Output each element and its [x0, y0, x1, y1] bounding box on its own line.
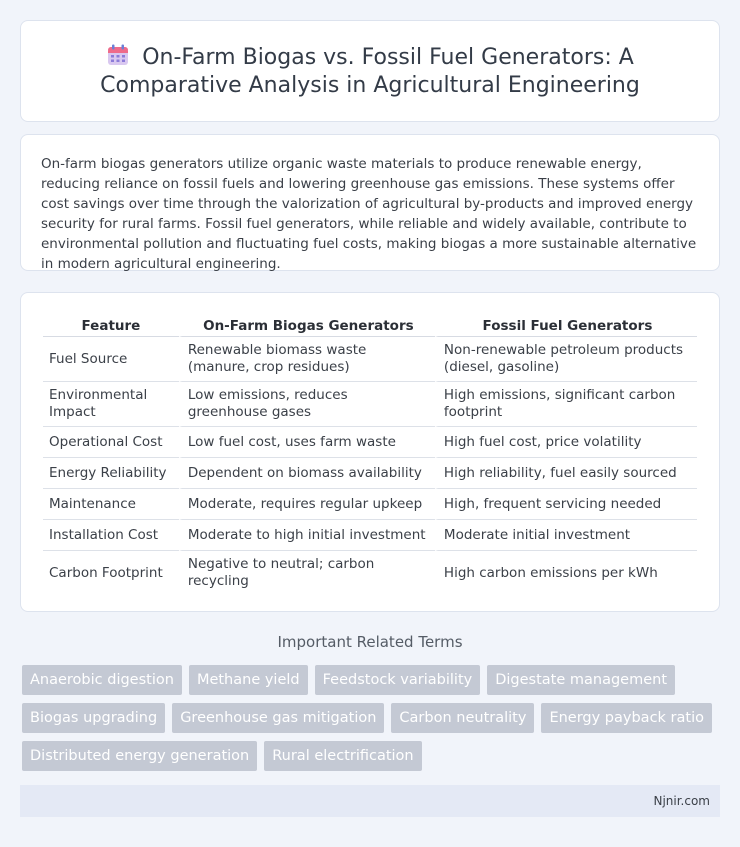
table-cell: High emissions, significant carbon footprint: [435, 382, 697, 427]
footer-site-link[interactable]: Njnir.com: [653, 794, 710, 808]
table-cell: Renewable biomass waste (manure, crop residues): [179, 337, 435, 382]
table-row: [43, 551, 697, 595]
table-row: [43, 337, 697, 382]
table-cell: High fuel cost, price volatility: [435, 427, 697, 458]
footer: [20, 785, 720, 817]
intro-card: [20, 134, 720, 271]
table-row: [43, 427, 697, 458]
table-cell: High, frequent servicing needed: [435, 489, 697, 520]
comparison-table-card: [20, 292, 720, 612]
table-cell: Carbon Footprint: [49, 564, 163, 581]
term-tag[interactable]: Distributed energy generation: [22, 741, 257, 771]
table-cell: High carbon emissions per kWh: [435, 551, 697, 595]
term-tag[interactable]: Greenhouse gas mitigation: [172, 703, 384, 733]
table-cell: Low emissions, reduces greenhouse gases: [179, 382, 435, 427]
table-cell: Fuel Source: [43, 337, 179, 382]
term-tag[interactable]: Energy payback ratio: [541, 703, 712, 733]
calendar-icon: [106, 43, 130, 67]
term-tag[interactable]: Rural electrification: [264, 741, 421, 771]
column-header: Feature: [43, 315, 179, 337]
title-card: [20, 20, 720, 122]
term-tag[interactable]: Feedstock variability: [315, 665, 481, 695]
table-row: [43, 382, 697, 427]
intro-paragraph: On-farm biogas generators utilize organic waste materials to produce renewable energy, reducing reliance on fossil fuels and lowering greenhouse gas emissions. These systems offer cost savings over time through the valorization of agricultural by-products and improved energy security for rural farms. Fossil fuel generators, while reliable and widely available, contribute to environmental pollution and fluctuating fuel costs, making biogas a more sustainable alternative in modern agricultural engineering.: [41, 156, 697, 272]
term-tag[interactable]: Methane yield: [189, 665, 308, 695]
table-cell: Negative to neutral; carbon recycling: [179, 551, 435, 595]
term-tag[interactable]: Biogas upgrading: [22, 703, 165, 733]
table-header-row: [43, 315, 697, 337]
table-cell: Operational Cost: [43, 427, 179, 458]
table-cell: Installation Cost: [43, 520, 179, 551]
term-tag[interactable]: Anaerobic digestion: [22, 665, 182, 695]
table-cell: Dependent on biomass availability: [179, 458, 435, 489]
term-tag[interactable]: Digestate management: [487, 665, 675, 695]
term-tag[interactable]: Carbon neutrality: [391, 703, 534, 733]
table-cell: Environmental Impact: [43, 382, 179, 427]
table-cell: Moderate to high initial investment: [179, 520, 435, 551]
table-row: [43, 520, 697, 551]
related-terms-list: [22, 665, 722, 771]
table-cell: Energy Reliability: [43, 458, 179, 489]
table-cell: Moderate initial investment: [435, 520, 697, 551]
column-header: On-Farm Biogas Generators: [179, 315, 435, 337]
table-cell: High reliability, fuel easily sourced: [435, 458, 697, 489]
column-header: Fossil Fuel Generators: [435, 315, 697, 337]
related-terms-heading: Important Related Terms: [277, 633, 463, 651]
table-row: [43, 489, 697, 520]
table-row: [43, 458, 697, 489]
table-cell: Low fuel cost, uses farm waste: [179, 427, 435, 458]
page-title: On-Farm Biogas vs. Fossil Fuel Generators: A Comparative Analysis in Agricultural Engineering: [100, 44, 640, 98]
table-cell: Maintenance: [43, 489, 179, 520]
table-cell: Non-renewable petroleum products (diesel, gasoline): [435, 337, 697, 382]
table-cell: Moderate, requires regular upkeep: [179, 489, 435, 520]
comparison-table: [43, 315, 697, 595]
